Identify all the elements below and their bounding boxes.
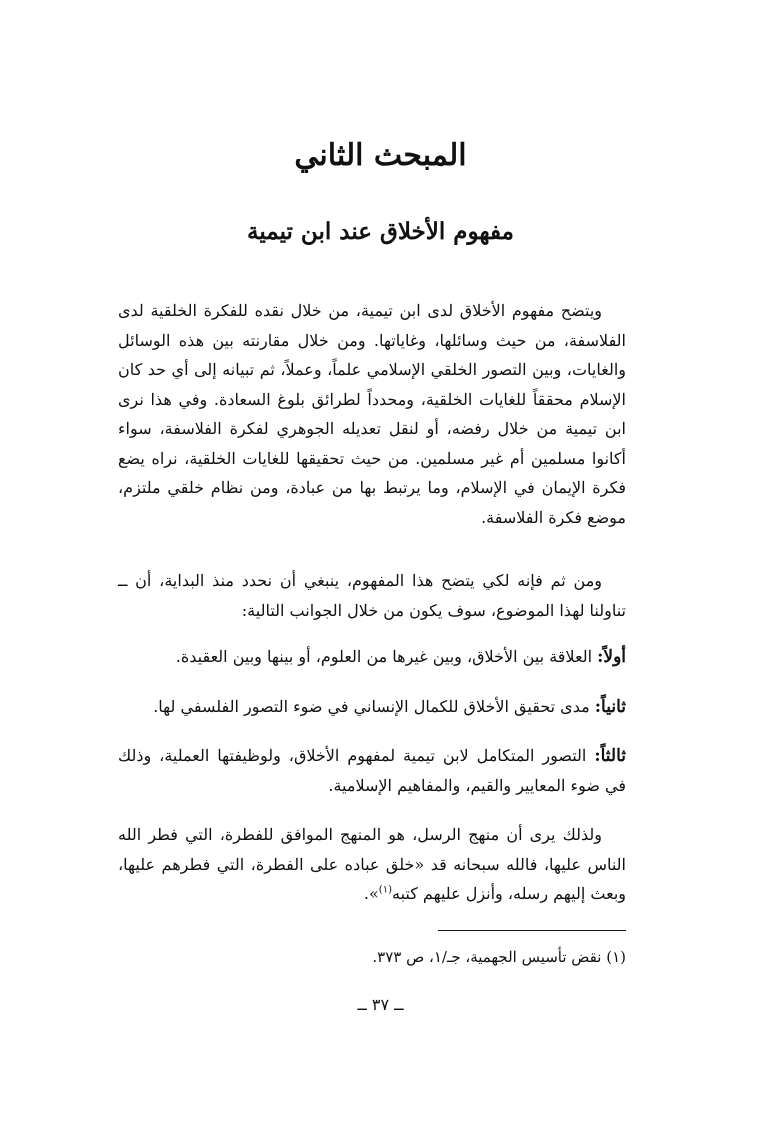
closing-quote: ». — [363, 884, 379, 903]
list-item-first — [118, 642, 626, 672]
section-title: مفهوم الأخلاق عند ابن تيمية — [247, 218, 514, 245]
list-item-text: التصور المتكامل لابن تيمية لمفهوم الأخلاق، ولوظيفتها العملية، وذلك في ضوء المعايير والقيم، والمفاهيم الإسلامية. — [118, 746, 626, 795]
paragraph-intro: ويتضح مفهوم الأخلاق لدى ابن تيمية، من خلال نقده للفكرة الخلقية لدى الفلاسفة، من حيث وسائلها، وغاياتها. ومن خلال مقارنته بين هذه الوسائل والغايات، وبين التصور الخلقي الإسلامي علماً، وعملاً، ثم تبيانه إلى أي حد كان الإسلام محققاً للغايات الخلقية، ومحدداً لطرائق بلوغ السعادة. وفي هذا نرى ابن تيمية من خلال رفضه، أو لنقل تعديله الجوهري لفكرة الفلاسفة، سواء أكانوا مسلمين أم غير مسلمين. من حيث تحقيقها للغايات الخلقية، نراه يضع فكرة الإيمان في الإسلام، وما يرتبط بها من عبادة، ومن نظام خلقي ملتزم، موضع فكرة الفلاسفة. — [118, 301, 626, 527]
list-item-third — [118, 741, 626, 801]
list-item-text: العلاقة بين الأخلاق، وبين غيرها من العلوم، أو بينها وبين العقيدة. — [175, 647, 598, 666]
paragraph-prophets — [118, 820, 626, 909]
paragraph-aspects: ومن ثم فإنه لكي يتضح هذا المفهوم، ينبغي أن نحدد منذ البداية، أن ــ تناولنا لهذا الموضوع، سوف يكون من خلال الجوانب التالية: — [118, 571, 626, 620]
list-item-label: أولاً: — [597, 647, 626, 667]
list-item-label: ثانياً: — [594, 697, 626, 717]
chapter-title: المبحث الثاني — [294, 138, 467, 173]
list-item-text: مدى تحقيق الأخلاق للكمال الإنساني في ضوء التصور الفلسفي لها. — [153, 697, 595, 716]
list-item-second — [118, 692, 626, 722]
paragraph-text: ولذلك يرى أن منهج الرسل، هو المنهج الموافق للفطرة، التي فطر الله الناس عليها، فالله سبحانه قد «خلق عباده على الفطرة، التي فطرهم عليها، وبعث إليهم رسله، وأنزل عليهم كتبه — [118, 825, 626, 903]
footnote-reference[interactable]: (١) — [378, 884, 392, 896]
page-number: ــ ٣٧ ــ — [357, 995, 404, 1014]
footnote: (١) نقض تأسيس الجهمية، جـ/١، ص ٣٧٣. — [372, 948, 626, 966]
list-item-label: ثالثاً: — [594, 746, 626, 766]
footnote-divider — [438, 930, 626, 931]
